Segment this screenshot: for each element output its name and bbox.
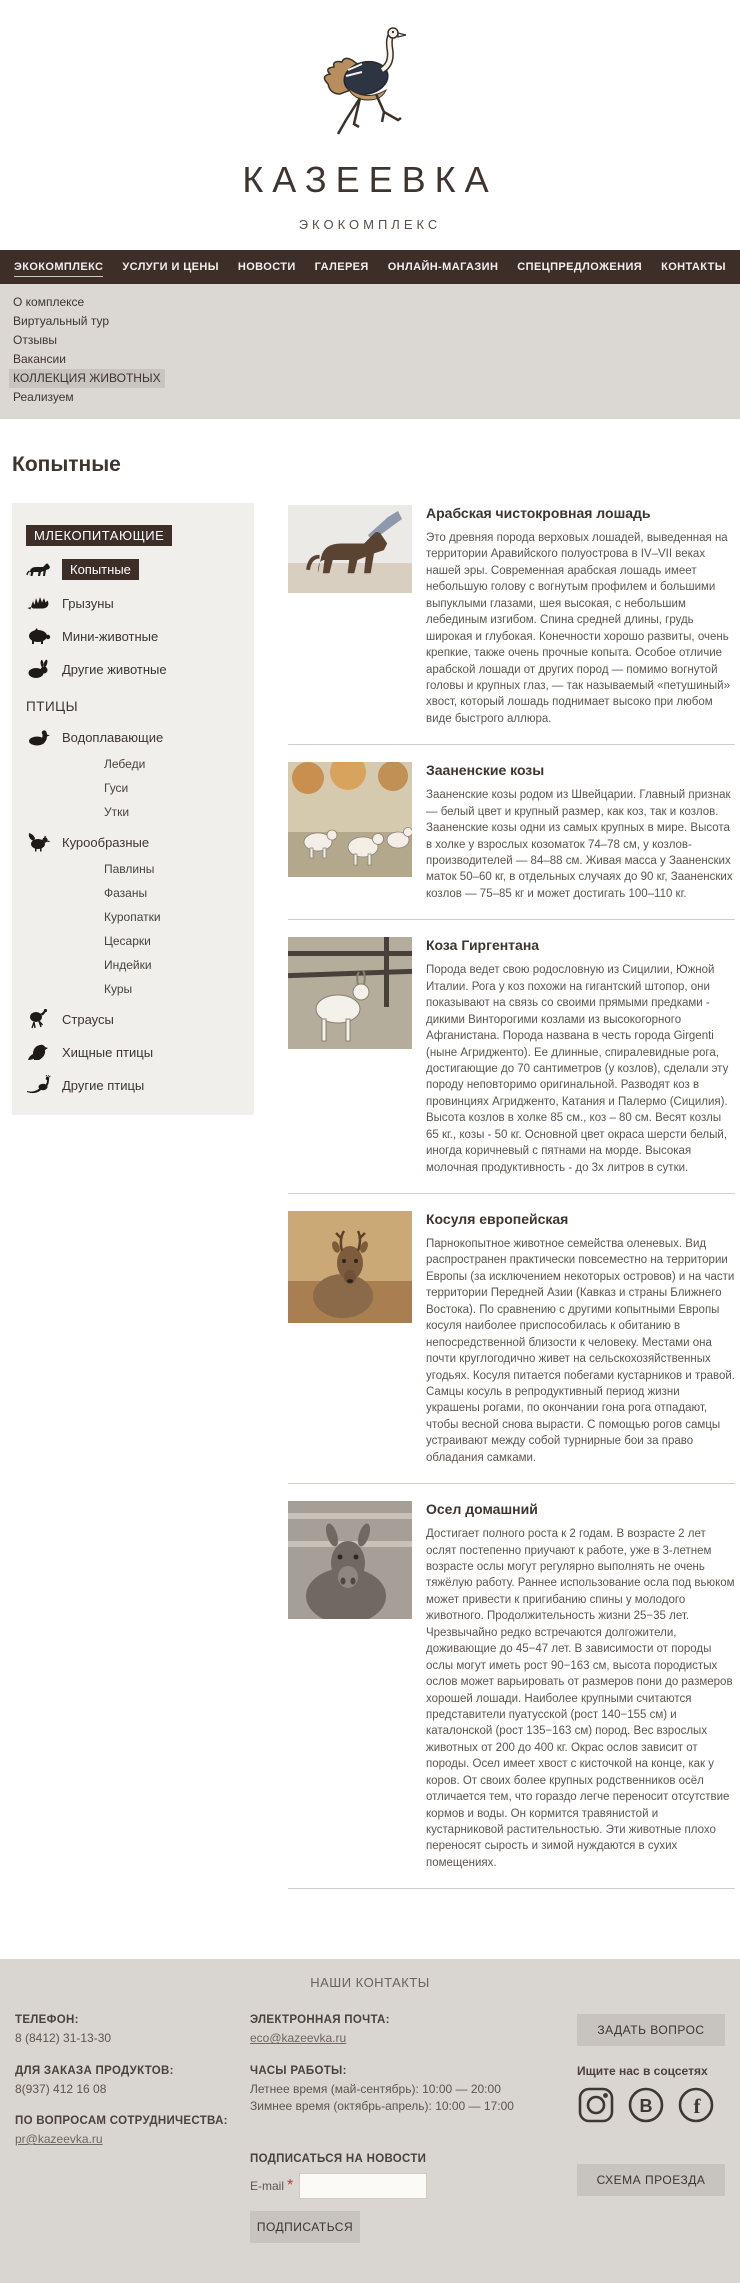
sidebar-item-mini-animals[interactable]: Мини-животные xyxy=(26,626,242,646)
sidebar-subitem-peacocks[interactable]: Павлины xyxy=(104,862,155,876)
svg-text:f: f xyxy=(693,2094,701,2119)
hours-summer: Летнее время (май-сентябрь): 10:00 — 20:00 xyxy=(250,2081,501,2096)
sidebar-section-birds[interactable]: ПТИЦЫ xyxy=(26,699,79,714)
submenu-reviews[interactable]: Отзывы xyxy=(13,333,57,347)
roe-deer-photo xyxy=(288,1211,412,1466)
raptor-icon xyxy=(26,1042,52,1062)
article-title: Осел домашний xyxy=(426,1501,538,1518)
article-text: Парнокопытное животное семейства оленевых. Вид распространен практически повсеместно на территории Европы (за исключением некоторых островов) и на части территории Передней Азии (Кавказ и страны Ближнего Востока). По сравнению с другими копытными Европы косуля наиболее приспособилась к обитанию в непосредственной близости к человеку. Местами она почти круглогодично живет на сельскохозяйственных угодьях. Косуля питается побегами кустарников и травой. Самцы косуль в репродуктивный период жизни украшены рогами, по окончании гона рога отпадают, чтобы весной снова вырасти. С помощью рогов самцы устраивают между собой турнирные бои за право обладания самками. xyxy=(426,1238,735,1464)
main-nav xyxy=(0,250,740,284)
sidebar-subitem-guinea-fowl[interactable]: Цесарки xyxy=(104,934,151,948)
article-text: Порода ведет свою родословную из Сицилии, Южной Италии. Рога у коз похожи на гигантский штопор, они показывают на связь со своими прямыми предками - дикими Винторогими козлами из высокогорного Афганистана. Порода названа в честь города Girgenti (ныне Агридженто). Ее длинные, спиралевидные рога, достигающие до 70 сантиметров (у козлов), сделали эту породу неповторимо оригинальной. Разводят коз в провинциях Агридженто, Катания и Палермо (Сицилия). Высота козлов в холке 85 см., коз – 80 см. Весят козлы 65 кг., козы - 50 кг. Основной цвет окраса шерсти белый, иногда коричневый с пятнами на морде. Высокая молочная продуктивность - до 3х литров в сутки. xyxy=(426,964,729,1174)
vk-icon[interactable] xyxy=(627,2086,665,2124)
article-arabian-horse xyxy=(288,505,735,745)
footer-title: НАШИ КОНТАКТЫ xyxy=(310,1975,430,1991)
submenu xyxy=(0,284,740,419)
domestic-donkey-photo xyxy=(288,1501,412,1871)
nav-news[interactable]: НОВОСТИ xyxy=(237,261,296,273)
article-title: Арабская чистокровная лошадь xyxy=(426,505,651,521)
article-text: Зааненские козы родом из Швейцарии. Главный признак — белый цвет и крупный размер, как коз, так и козлов. Зааненские козы одни из самых крупных в мире. Высота в холке у взрослых козоматок 74–78 см, у козлов-производителей — 84–88 см. Живая масса у Зааненских маток 50–60 кг, в отдельных случаях до 90 кг, Зааненских козлов — 75–85 кг и может достигать 100–110 кг. xyxy=(426,789,733,900)
article-girgentana-goat xyxy=(288,937,735,1194)
subscribe-button[interactable]: ПОДПИСАТЬСЯ xyxy=(250,2211,360,2243)
subscribe-title: ПОДПИСАТЬСЯ НА НОВОСТИ xyxy=(250,2153,427,2166)
article-text: Достигает полного роста к 2 годам. В возрасте 2 лет ослят постепенно приучают к работе, уже в 3-летнем возрасте ослы могут регулярно выполнять не очень тяжёлую работу. Раннее использование осла под вьюком может привести к пригибанию спины у молодого животного. Продолжительность жизни 25−35 лет. Чрезвычайно редко встречаются долгожители, доживающие до 45−47 лет. В зависимости от породы ослы могут иметь рост 90−163 см, высота породистых ослов может варьировать от размеров пони до размеров хорошей лошади. Наиболее крупными считаются представители пуатусской (рост 140−155 см) и каталонской (рост 135−163 см) пород. Вес взрослых животных от 200 до 400 кг. Окрас ослов зависит от породы. Осел имеет хвост с кисточкой на конце, как у коров. От своих более крупных родственников осёл отличается тем, что гораздо легче переносит отсутствие кормов и воды. Он кормится травянистой и кустарниковой растительностью. Эти животные плохо переносят сырость и зимой нуждаются в сухих помещениях. xyxy=(426,1528,735,1869)
duck-icon xyxy=(26,727,52,747)
animal-category-sidebar xyxy=(12,503,254,1115)
email-label: ЭЛЕКТРОННАЯ ПОЧТА: xyxy=(250,2014,390,2027)
sidebar-item-raptors[interactable]: Хищные птицы xyxy=(26,1042,242,1062)
sidebar-subitem-ducks[interactable]: Утки xyxy=(104,805,130,819)
submenu-realizuem[interactable]: Реализуем xyxy=(13,390,74,404)
facebook-icon[interactable] xyxy=(677,2086,715,2124)
submenu-about[interactable]: О комплексе xyxy=(13,295,85,309)
article-text: Это древняя порода верховых лошадей, выведенная на территории Аравийского полуострова в IV–VII веках нашей эры. Современная арабская лошадь имеет небольшую голову с вогнутым профилем и большими выпуклыми глазами, шея высокая, с небольшим лебединым изгибом. Спина средней длины, грудь широкая и глубокая. Конечности хорошо развиты, очень крепкие, также очень прочные копыта. Особое отличие арабской лошади от других пород — помимо вогнутой головы и крупных глаз, — так называемый «петушиный» хвост, который лошадь поднимает высоко при любом виде быстрого аллюра. xyxy=(426,532,730,725)
instagram-icon[interactable] xyxy=(577,2086,615,2124)
site-header xyxy=(0,0,740,250)
ostrich-logo-icon xyxy=(290,22,450,152)
sidebar-item-galliformes[interactable]: Курообразные xyxy=(26,832,242,852)
brand-subtitle: ЭКОКОМПЛЕКС xyxy=(298,217,442,232)
logo[interactable] xyxy=(0,0,740,232)
sidebar-subitem-geese[interactable]: Гуси xyxy=(104,781,129,795)
horse-icon xyxy=(26,560,52,580)
required-mark: * xyxy=(287,2177,294,2195)
phone-label: ТЕЛЕФОН: xyxy=(15,2014,79,2027)
sidebar-item-waterfowl[interactable]: Водоплавающие xyxy=(26,727,242,747)
sidebar-item-rodents[interactable]: Грызуны xyxy=(26,593,242,613)
submenu-animal-collection[interactable]: КОЛЛЕКЦИЯ ЖИВОТНЫХ xyxy=(9,369,165,388)
nav-contacts[interactable]: КОНТАКТЫ xyxy=(661,261,726,273)
orders-phone-value: 8(937) 412 16 08 xyxy=(15,2081,107,2096)
email-field-label: E-mail xyxy=(250,2179,285,2194)
sidebar-item-hoofed[interactable]: Копытные xyxy=(26,559,242,580)
sidebar-subitem-swans[interactable]: Лебеди xyxy=(104,757,146,771)
article-title: Косуля европейская xyxy=(426,1211,569,1227)
brand-title: КАЗЕЕВКА xyxy=(242,159,498,200)
article-roe-deer xyxy=(288,1211,735,1484)
sidebar-item-other-animals[interactable]: Другие животные xyxy=(26,659,242,679)
nav-offers[interactable]: СПЕЦПРЕДЛОЖЕНИЯ xyxy=(517,261,643,273)
ostrich-icon xyxy=(26,1009,52,1029)
nav-gallery[interactable]: ГАЛЕРЕЯ xyxy=(314,261,369,273)
email-link[interactable]: eco@kazeevka.ru xyxy=(250,2031,347,2046)
subscribe-block xyxy=(250,2153,577,2243)
nav-ecocomplex[interactable]: ЭКОКОМПЛЕКС xyxy=(14,261,103,273)
submenu-virtual-tour[interactable]: Виртуальный тур xyxy=(13,314,109,328)
partnership-email-link[interactable]: pr@kazeevka.ru xyxy=(15,2132,103,2147)
sidebar-item-ostriches[interactable]: Страусы xyxy=(26,1009,242,1029)
phone-value: 8 (8412) 31-13-30 xyxy=(15,2031,112,2046)
orders-label: ДЛЯ ЗАКАЗА ПРОДУКТОВ: xyxy=(15,2064,174,2077)
girgentana-goat-photo xyxy=(288,937,412,1176)
sidebar-section-mammals[interactable]: МЛЕКОПИТАЮЩИЕ xyxy=(26,525,172,546)
saanen-goats-photo xyxy=(288,762,412,902)
svg-text:В: В xyxy=(639,2096,653,2117)
article-title: Коза Гиргентана xyxy=(426,937,540,954)
article-title: Зааненские козы xyxy=(426,762,545,779)
socials-label: Ищите нас в соцсетях xyxy=(577,2064,708,2079)
pig-icon xyxy=(26,626,52,646)
peacock-icon xyxy=(26,1075,52,1095)
submenu-vacancies[interactable]: Вакансии xyxy=(13,352,66,366)
sidebar-subitem-turkeys[interactable]: Индейки xyxy=(104,958,152,972)
sidebar-subitem-partridges[interactable]: Куропатки xyxy=(104,910,161,924)
site-footer xyxy=(0,1959,740,2283)
article-domestic-donkey xyxy=(288,1501,735,1889)
nav-services[interactable]: УСЛУГИ И ЦЕНЫ xyxy=(122,261,219,273)
email-input[interactable] xyxy=(299,2173,427,2199)
article-saanen-goats xyxy=(288,762,735,920)
porcupine-icon xyxy=(26,593,52,613)
sidebar-item-other-birds[interactable]: Другие птицы xyxy=(26,1075,242,1095)
sidebar-subitem-chickens[interactable]: Куры xyxy=(104,982,133,996)
rooster-icon xyxy=(26,832,52,852)
hours-label: ЧАСЫ РАБОТЫ: xyxy=(250,2064,347,2077)
animal-articles xyxy=(288,503,735,1906)
partnership-label: ПО ВОПРОСАМ СОТРУДНИЧЕСТВА: xyxy=(15,2115,228,2128)
arabian-horse-photo xyxy=(288,505,412,727)
map-directions-button[interactable]: СХЕМА ПРОЕЗДА xyxy=(577,2164,725,2196)
page-title: Копытные xyxy=(12,453,121,476)
sidebar-subitem-pheasants[interactable]: Фазаны xyxy=(104,886,148,900)
hours-winter: Зимнее время (октябрь-апрель): 10:00 — 17:00 xyxy=(250,2099,514,2114)
nav-shop[interactable]: ОНЛАЙН-МАГАЗИН xyxy=(387,261,499,273)
ask-question-button[interactable]: ЗАДАТЬ ВОПРОС xyxy=(577,2014,725,2046)
rabbit-icon xyxy=(26,659,52,679)
